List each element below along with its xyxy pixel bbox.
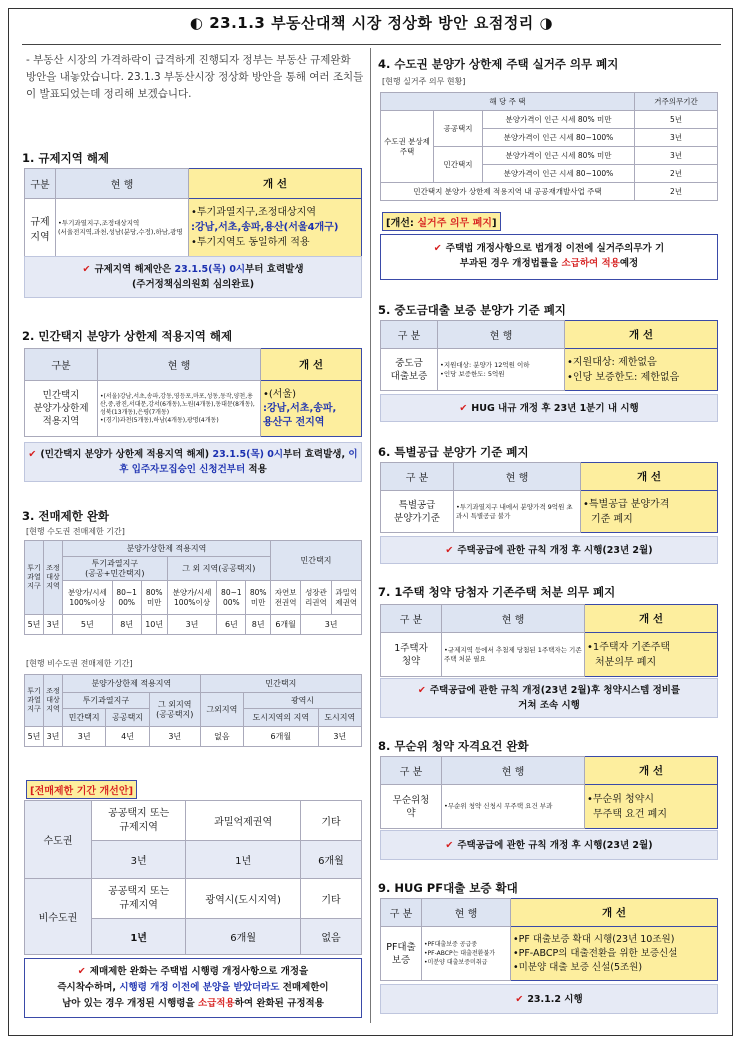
s6-h-current: 현 행 <box>454 463 581 491</box>
s1-h-gubun: 구분 <box>25 169 56 199</box>
t2-h-city: 도시지역의 지역 <box>244 709 318 727</box>
s3-heading: 3. 전매제한 완화 <box>22 509 110 523</box>
s3-caption-2: [현행 비수도권 전매제한 기간] <box>26 659 133 668</box>
s4-note-c: 소급하여 적용 <box>561 258 620 269</box>
s1-improve-l3: •투기지역도 동일하게 적용 <box>191 237 310 248</box>
t1-v9: 3년 <box>301 615 362 635</box>
s3-note-a: 제매제한 완화는 주택법 시행령 개정사항으로 개정을 <box>89 966 309 977</box>
t1-h4: 분양가/시세 100%이상 <box>167 581 217 615</box>
s3-check-icon: ✔ <box>77 966 86 977</box>
s2-note-a: (민간택지 분양가 상한제 적용지역 해제) <box>40 449 213 460</box>
intro-dash: - <box>26 54 30 66</box>
s3-note-d: 전매제한이 <box>279 982 329 993</box>
s8-h-improve: 개 선 <box>585 757 718 785</box>
s3-table-capital <box>24 540 362 635</box>
s5-check-icon: ✔ <box>459 403 468 414</box>
t3-r3c1: 공공택지 또는 규제지역 <box>92 879 186 919</box>
t1-v2: 5년 <box>63 615 113 635</box>
s1-heading: 1. 규제지역 해제 <box>22 151 110 165</box>
s9-h-gubun: 구 분 <box>381 899 422 927</box>
s4-note-d: 예정 <box>619 258 639 269</box>
t3-r3c2: 광역시(도시지역) <box>186 879 301 919</box>
t2-v1: 3년 <box>44 727 63 747</box>
s6-h-gubun: 구 분 <box>381 463 454 491</box>
s4-improvement-title <box>382 212 501 231</box>
s6-heading: 6. 특별공급 분양가 기준 폐지 <box>378 445 529 459</box>
t1-tugi-group: 투기과열지구 (공공+민간택지) <box>63 557 168 581</box>
s3-table-improvement <box>24 800 362 955</box>
t2-h-city2: 도시지역 <box>318 709 361 727</box>
intro-text: 부동산 시장의 가격하락이 급격하게 진행되자 정부는 부동산 규제완화 방안을 내놓았습니다. 23.1.3 부동산시장 정상화 방안을 통해 여러 조치들이 발표되었는데 정리해 보겠습니다. <box>26 54 364 100</box>
s9-check-icon: ✔ <box>515 994 524 1005</box>
s4-table <box>380 92 718 201</box>
s9-note-text: 23.1.2 시행 <box>527 994 583 1005</box>
page-title: ◐ 23.1.3 부동산대책 시장 정상화 방안 요점정리 ◑ <box>189 14 554 32</box>
s5-h-improve: 개 선 <box>565 321 718 349</box>
t3-r2c3: 6개월 <box>301 841 362 879</box>
s2-check-icon: ✔ <box>28 449 37 460</box>
s8-note-text: 주택공급에 관한 규칙 개정 후 시행(23년 2월) <box>457 840 653 851</box>
s5-table <box>380 320 718 391</box>
t2-other-group: 그 외지역 (공공택지) <box>149 693 200 727</box>
s3-note-f: 소급적용 <box>197 998 235 1009</box>
t1-h8: 성장관 리권역 <box>301 581 331 615</box>
s1-note-c: 부터 효력발생 <box>245 264 304 275</box>
s1-improve-l2: :강남,서초,송파,용산(서울4개구) <box>191 222 339 233</box>
t1-h7: 자연보 전권역 <box>270 581 300 615</box>
s7-current: •규제지역 등에서 추첨제 당첨된 1주택자는 기존주택 처분 필요 <box>442 633 585 677</box>
t2-v0: 5년 <box>25 727 44 747</box>
s7-table <box>380 604 718 677</box>
s4-note-b: 부과된 경우 개정법률을 <box>459 258 562 269</box>
t3-r3c3: 기타 <box>301 879 362 919</box>
s3-note-e: 남아 있는 경우 개정된 시행령을 <box>62 998 198 1009</box>
title-rule <box>22 44 721 45</box>
s2-improve-l1: •(서울) <box>263 388 297 400</box>
t2-other2: 그외지역 <box>200 693 243 727</box>
t1-v6: 6년 <box>217 615 246 635</box>
s6-improve <box>581 491 718 533</box>
s5-row-label: 중도금 대출보증 <box>381 349 438 391</box>
t2-tugi-group: 투기과열지구 <box>63 693 150 709</box>
t1-h3: 80% 미만 <box>141 581 167 615</box>
s8-improve-l2: 무주택 요건 폐지 <box>593 808 667 820</box>
s6-h-improve: 개 선 <box>581 463 718 491</box>
t1-v8: 6개월 <box>270 615 300 635</box>
s7-h-current: 현 행 <box>442 605 585 633</box>
t2-private-group: 민간택지 <box>200 675 361 693</box>
s1-h-improve: 개 선 <box>189 169 362 199</box>
s8-current: •무순위 청약 신청시 무주택 요건 부과 <box>442 785 585 829</box>
t3-r4c2: 6개월 <box>186 919 301 955</box>
s1-note-b: 23.1.5(목) 0시 <box>174 264 246 275</box>
s4-note-a: 주택법 개정사항으로 법개정 이전에 실거주의무가 기 <box>445 243 665 254</box>
s6-current: •투기과열지구 내에서 분양가격 9억원 초과시 특별공급 불가 <box>454 491 581 533</box>
s1-row-label: 규제 지역 <box>25 199 56 257</box>
s3-note-c: 시행령 개정 이전에 분양을 받았더라도 <box>119 982 280 993</box>
s4-h-target: 해 당 주 택 <box>381 93 635 111</box>
column-divider <box>370 48 371 1023</box>
s9-note <box>380 984 718 1014</box>
s2-note <box>24 442 362 482</box>
t1-v4: 10년 <box>141 615 167 635</box>
s2-improve-l3: 용산구 전지역 <box>263 416 325 428</box>
s4-h-period: 거주의무기간 <box>635 93 718 111</box>
s7-note-b: 거쳐 조속 시행 <box>518 700 580 711</box>
s6-improve-l1: •특별공급 분양가격 <box>583 498 670 510</box>
t3-r2c2: 1년 <box>186 841 301 879</box>
s4-r3-cond: 분양가격이 인근 시세 80~100% <box>483 165 635 183</box>
s6-check-icon: ✔ <box>445 545 454 556</box>
t1-private-group: 민간택지 <box>270 541 361 581</box>
s2-note-c: 부터 효력발생, <box>283 449 349 460</box>
s1-note-d: (주거정책심의원회 심의완료) <box>131 279 255 290</box>
s5-h-gubun: 구 분 <box>381 321 438 349</box>
s4-r2-cond: 분양가격이 인근 시세 80% 미만 <box>483 147 635 165</box>
s2-table <box>24 348 362 437</box>
s9-current: •PF대출보증 공급중 •PF-ABCP는 대출전환불가 •미분양 대출보증미취급 <box>422 927 511 981</box>
s7-h-gubun: 구 분 <box>381 605 442 633</box>
s4-r1-period: 3년 <box>635 129 718 147</box>
s4-note <box>380 234 718 280</box>
s1-improve <box>189 199 362 257</box>
s7-note-a: 주택공급에 관한 규칙 개정(23년 2월)후 청약시스템 정비를 <box>429 685 681 696</box>
s3-note-b: 즉시착수하며, <box>57 982 120 993</box>
t2-jojeong: 조정 대상 지역 <box>44 675 63 727</box>
s7-improve-l1: •1주택자 기존주택 <box>587 641 671 653</box>
s9-improve-l2: •PF-ABCP의 대출전환을 위한 보증신설 <box>513 947 678 959</box>
s4-imp-c: ] <box>491 218 497 229</box>
s1-current: •투기과열지구,조정대상지역 (서울전지역,과천,성남(분당,수정),하남,광명 <box>56 199 189 257</box>
s7-row-label: 1주택자 청약 <box>381 633 442 677</box>
t3-r1c1: 공공택지 또는 규제지역 <box>92 801 186 841</box>
t3-r4c1: 1년 <box>92 919 186 955</box>
s8-row-label: 무순위청 약 <box>381 785 442 829</box>
s7-check-icon: ✔ <box>417 685 426 696</box>
s5-heading: 5. 중도금대출 보증 분양가 기준 폐지 <box>378 303 566 317</box>
t1-h9: 과밀억 제권역 <box>331 581 361 615</box>
s2-row-label: 민간택지 분양가상한제 적용지역 <box>25 381 98 437</box>
s4-caption: [현행 실거주 의무 현황] <box>382 77 466 86</box>
s2-improve <box>261 381 362 437</box>
s4-imp-a: [개선: <box>386 218 418 229</box>
t2-h-private: 민간택지 <box>63 709 106 727</box>
t3-noncapital: 비수도권 <box>25 879 92 955</box>
s3-note-g: 하여 완화된 규정적용 <box>234 998 324 1009</box>
t1-v3: 8년 <box>112 615 141 635</box>
s7-heading: 7. 1주택 청약 당첨자 기존주택 처분 의무 폐지 <box>378 585 616 599</box>
s2-h-gubun: 구분 <box>25 349 98 381</box>
t2-v2: 3년 <box>63 727 106 747</box>
t3-r1c3: 기타 <box>301 801 362 841</box>
s9-row-label: PF대출 보증 <box>381 927 422 981</box>
t2-v3: 4년 <box>106 727 149 747</box>
s1-h-current: 현 행 <box>56 169 189 199</box>
s8-h-gubun: 구 분 <box>381 757 442 785</box>
s4-heading: 4. 수도권 분양가 상한제 주택 실거주 의무 폐지 <box>378 57 619 71</box>
intro-paragraph <box>22 52 364 103</box>
s4-public: 공공택지 <box>434 111 483 147</box>
t2-v5: 없음 <box>200 727 243 747</box>
s2-note-e: 적용 <box>245 464 267 475</box>
s8-note <box>380 830 718 860</box>
s2-current: •(서울)강남,서초,송파,강동,영등포,마포,성동,동작,양천,용산,중,광진,서대문,강서(6개동),노원(4개동),동대문(8개동),성북(13개동),은평(7개동) •(경기)과천(5개동),하남(4개동),광명(4개동) <box>98 381 261 437</box>
s6-row-label: 특별공급 분양가기준 <box>381 491 454 533</box>
s8-h-current: 현 행 <box>442 757 585 785</box>
s5-note-text: HUG 내규 개정 후 23년 1분기 내 시행 <box>471 403 639 414</box>
s1-improve-l1: •투기과열지구,조정대상지역 <box>191 207 316 218</box>
s4-last-row: 민간택지 분양가 상한제 적용지역 내 공공재개발사업 주택 <box>381 183 635 201</box>
s6-table <box>380 462 718 533</box>
t2-cap-group: 분양가상한제 적용지역 <box>63 675 201 693</box>
s5-improve <box>565 349 718 391</box>
s3-note <box>24 958 362 1018</box>
t2-h-public: 공공택지 <box>106 709 149 727</box>
t2-tugi: 투기 과열 지구 <box>25 675 44 727</box>
t1-v7: 8년 <box>246 615 271 635</box>
t3-r1c2: 과밀억제권역 <box>186 801 301 841</box>
s4-imp-b: 실거주 의무 폐지 <box>417 218 492 229</box>
s9-improve <box>511 927 718 981</box>
t1-cap-group: 분양가상한제 적용지역 <box>63 541 271 557</box>
s8-improve <box>585 785 718 829</box>
s7-h-improve: 개 선 <box>585 605 718 633</box>
s4-last-period: 2년 <box>635 183 718 201</box>
s4-private: 민간택지 <box>434 147 483 183</box>
t2-metro: 광역시 <box>244 693 362 709</box>
s4-r0-period: 5년 <box>635 111 718 129</box>
s9-improve-l1: •PF 대출보증 확대 시행(23년 10조원) <box>513 933 675 945</box>
s5-improve-l1: •지원대상: 제한없음 <box>567 356 657 368</box>
t1-jojeong: 조정 대상 지역 <box>44 541 63 615</box>
s1-note-a: 규제지역 해제안은 <box>94 264 175 275</box>
s4-r0-cond: 분양가격이 인근 시세 80% 미만 <box>483 111 635 129</box>
s2-note-b: 23.1.5(목) 0시 <box>212 449 284 460</box>
s9-h-improve: 개 선 <box>511 899 718 927</box>
s7-note <box>380 678 718 718</box>
s9-heading: 9. HUG PF대출 보증 확대 <box>378 881 518 895</box>
t3-r4c3: 없음 <box>301 919 362 955</box>
s4-check-icon: ✔ <box>433 243 442 254</box>
t1-h2: 80~1 00% <box>112 581 141 615</box>
t2-v4: 3년 <box>149 727 200 747</box>
s8-check-icon: ✔ <box>445 840 454 851</box>
s5-h-current: 현 행 <box>438 321 565 349</box>
t1-other-group: 그 외 지역(공공택지) <box>167 557 270 581</box>
t2-v7: 3년 <box>318 727 361 747</box>
s5-current: •지원대상: 분양가 12억원 이하 •인당 보증한도: 5억원 <box>438 349 565 391</box>
s2-note-d: 이후 입주자모집승인 신청건부터 <box>119 449 358 475</box>
s4-r2-period: 3년 <box>635 147 718 165</box>
s7-improve-l2: 처분의무 폐지 <box>595 656 657 668</box>
t3-r2c1: 3년 <box>92 841 186 879</box>
s5-improve-l2: •인당 보증한도: 제한없음 <box>567 371 680 383</box>
s3-caption-1: [현행 수도권 전매제한 기간] <box>26 527 125 536</box>
t1-v5: 3년 <box>167 615 217 635</box>
s1-note <box>24 256 362 298</box>
s2-h-current: 현 행 <box>98 349 261 381</box>
t1-tugi: 투기 과열 지구 <box>25 541 44 615</box>
s8-table <box>380 756 718 829</box>
s5-note <box>380 394 718 422</box>
s9-improve-l3: •미분양 대출 보증 신설(5조원) <box>513 961 643 973</box>
s3-table-noncapital <box>24 674 362 747</box>
s4-region: 수도권 분상제 주택 <box>381 111 434 183</box>
s3-improvement-title: [전매제한 기간 개선안] <box>26 780 137 799</box>
s9-table <box>380 898 718 981</box>
s6-note-text: 주택공급에 관한 규칙 개정 후 시행(23년 2월) <box>457 545 653 556</box>
t1-h5: 80~1 00% <box>217 581 246 615</box>
t2-v6: 6개월 <box>244 727 318 747</box>
s2-h-improve: 개 선 <box>261 349 362 381</box>
s2-heading: 2. 민간택지 분양가 상한제 적용지역 해제 <box>22 329 233 343</box>
t1-h6: 80% 미만 <box>246 581 271 615</box>
s1-check-icon: ✔ <box>82 264 91 275</box>
s2-improve-l2: :강남,서초,송파, <box>263 402 337 414</box>
t3-capital: 수도권 <box>25 801 92 879</box>
s6-improve-l2: 기준 폐지 <box>591 513 633 525</box>
t1-h1: 분양가/시세 100%이상 <box>63 581 113 615</box>
s6-note <box>380 536 718 564</box>
s4-r3-period: 2년 <box>635 165 718 183</box>
s4-r1-cond: 분양가격이 인근 시세 80~100% <box>483 129 635 147</box>
t1-v0: 5년 <box>25 615 44 635</box>
s8-improve-l1: •무순위 청약시 <box>587 793 655 805</box>
s1-table <box>24 168 362 257</box>
s7-improve <box>585 633 718 677</box>
t1-v1: 3년 <box>44 615 63 635</box>
s9-h-current: 현 행 <box>422 899 511 927</box>
s8-heading: 8. 무순위 청약 자격요건 완화 <box>378 739 529 753</box>
